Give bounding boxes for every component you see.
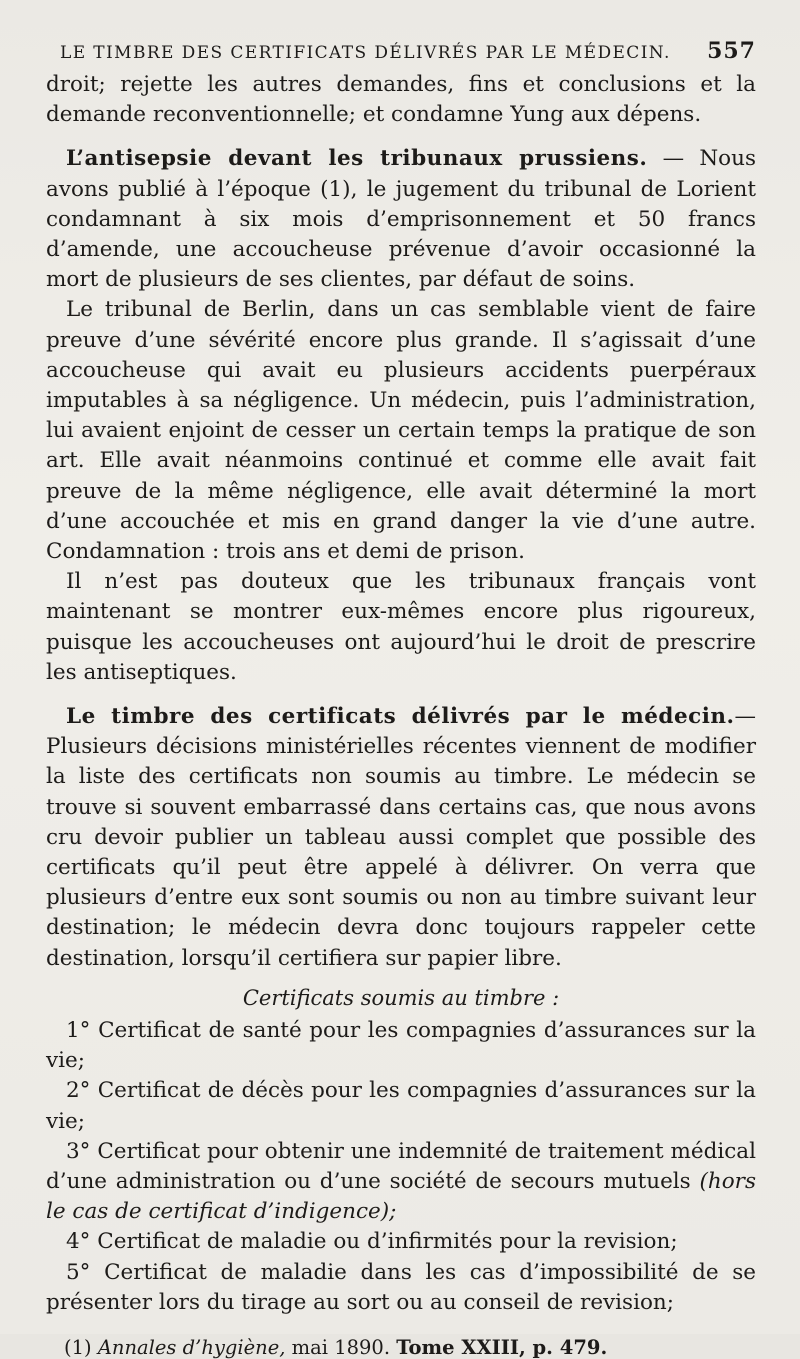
footnote-date: mai 1890. [285, 1335, 397, 1359]
running-header [46, 38, 756, 64]
list-text: Certificat de maladie dans les cas d’impossibilité de se présenter lors du tirage au sort ou au conseil de revision; [46, 1259, 756, 1315]
list-text: Certificat de santé pour les compagnies d’assurances sur la vie; [46, 1017, 756, 1074]
section-text-timbre: Plusieurs décisions ministérielles récentes viennent de modifier la liste des certificats non soumis au timbre. Le médecin se trouve si souvent embarrassé dans certains cas, que nous avons cru devoir publier un tableau aussi complet que possible des certificats qu’il peut être appelé à délivrer. On verra que plusieurs d’entre eux sont soumis ou non au timbre suivant leur destination; le médecin devra donc toujours rappeler cette destination, lorsqu’il certifiera sur papier libre. [46, 734, 756, 971]
section-heading-antisepsie: L’antisepsie devant les tribunaux prussiens. [66, 146, 648, 172]
list-item [46, 1016, 756, 1076]
section-dash: — [734, 704, 756, 730]
section-heading-timbre: Le timbre des certificats délivrés par le médecin. [66, 704, 735, 730]
footnote-journal: Annales d’hygiène, [97, 1335, 286, 1359]
footnote-marker: (1) [64, 1335, 92, 1359]
list-number: 2° [66, 1078, 91, 1104]
list-text: Certificat pour obtenir une indemnité de traitement médical d’une administration ou d’une société de secours mutuels [46, 1138, 756, 1194]
list-item [46, 1076, 756, 1136]
paragraph-berlin: Le tribunal de Berlin, dans un cas semblable vient de faire preuve d’une sévérité encore plus grande. Il s’agissait d’une accoucheuse qui avait eu plusieurs accidents puerpéraux imputables à sa négligence. Un médecin, puis l’administration, lui avaient enjoint de cesser un certain temps la pratique de son art. Elle avait néanmoins continué et comme elle avait fait preuve de la même négligence, elle avait déterminé la mort d’une accouchée et mis en grand danger la vie d’une autre. Condamnation : trois ans et demi de prison. [46, 297, 756, 565]
list-number: 5° [66, 1259, 91, 1285]
section-antisepsie [46, 144, 756, 295]
subheading-certificats: Certificats soumis au timbre : [242, 985, 560, 1010]
list-item [46, 1137, 756, 1228]
section-timbre [46, 702, 756, 974]
list-text: Certificat de maladie ou d’infirmités pour la revision; [97, 1229, 678, 1255]
section-dash: — [647, 146, 700, 172]
paragraph-tribunaux: Il n’est pas douteux que les tribunaux français vont maintenant se montrer eux-mêmes encore plus rigoureux, puisque les accoucheuses ont aujourd’hui le droit de prescrire les antiseptiques. [46, 569, 756, 685]
list-number: 4° [66, 1229, 91, 1255]
list-item [46, 1258, 756, 1318]
list-item [46, 1227, 756, 1257]
list-italic-note: (hors le cas de certificat d’indigence); [46, 1168, 756, 1225]
running-title: LE TIMBRE DES CERTIFICATS DÉLIVRÉS PAR LE MÉDECIN. [60, 43, 671, 63]
page-number: 557 [707, 38, 756, 64]
section-text-antisepsie: Nous avons publié à l’époque (1), le jugement du tribunal de Lorient condamnant à six mois d’emprisonnement et 50 francs d’amende, une accoucheuse prévenue d’avoir occasionné la mort de plusieurs de ses clientes, par défaut de soins. [46, 146, 756, 293]
paragraph-continuation: droit; rejette les autres demandes, fins et conclusions et la demande reconventionnelle; et condamne Yung aux dépens. [46, 72, 756, 128]
list-number: 1° [66, 1017, 91, 1043]
list-text: Certificat de décès pour les compagnies d’assurances sur la vie; [46, 1078, 756, 1134]
footnote [46, 1336, 756, 1359]
list-number: 3° [66, 1138, 91, 1164]
footnote-volume: Tome XXIII, p. 479. [396, 1335, 608, 1359]
